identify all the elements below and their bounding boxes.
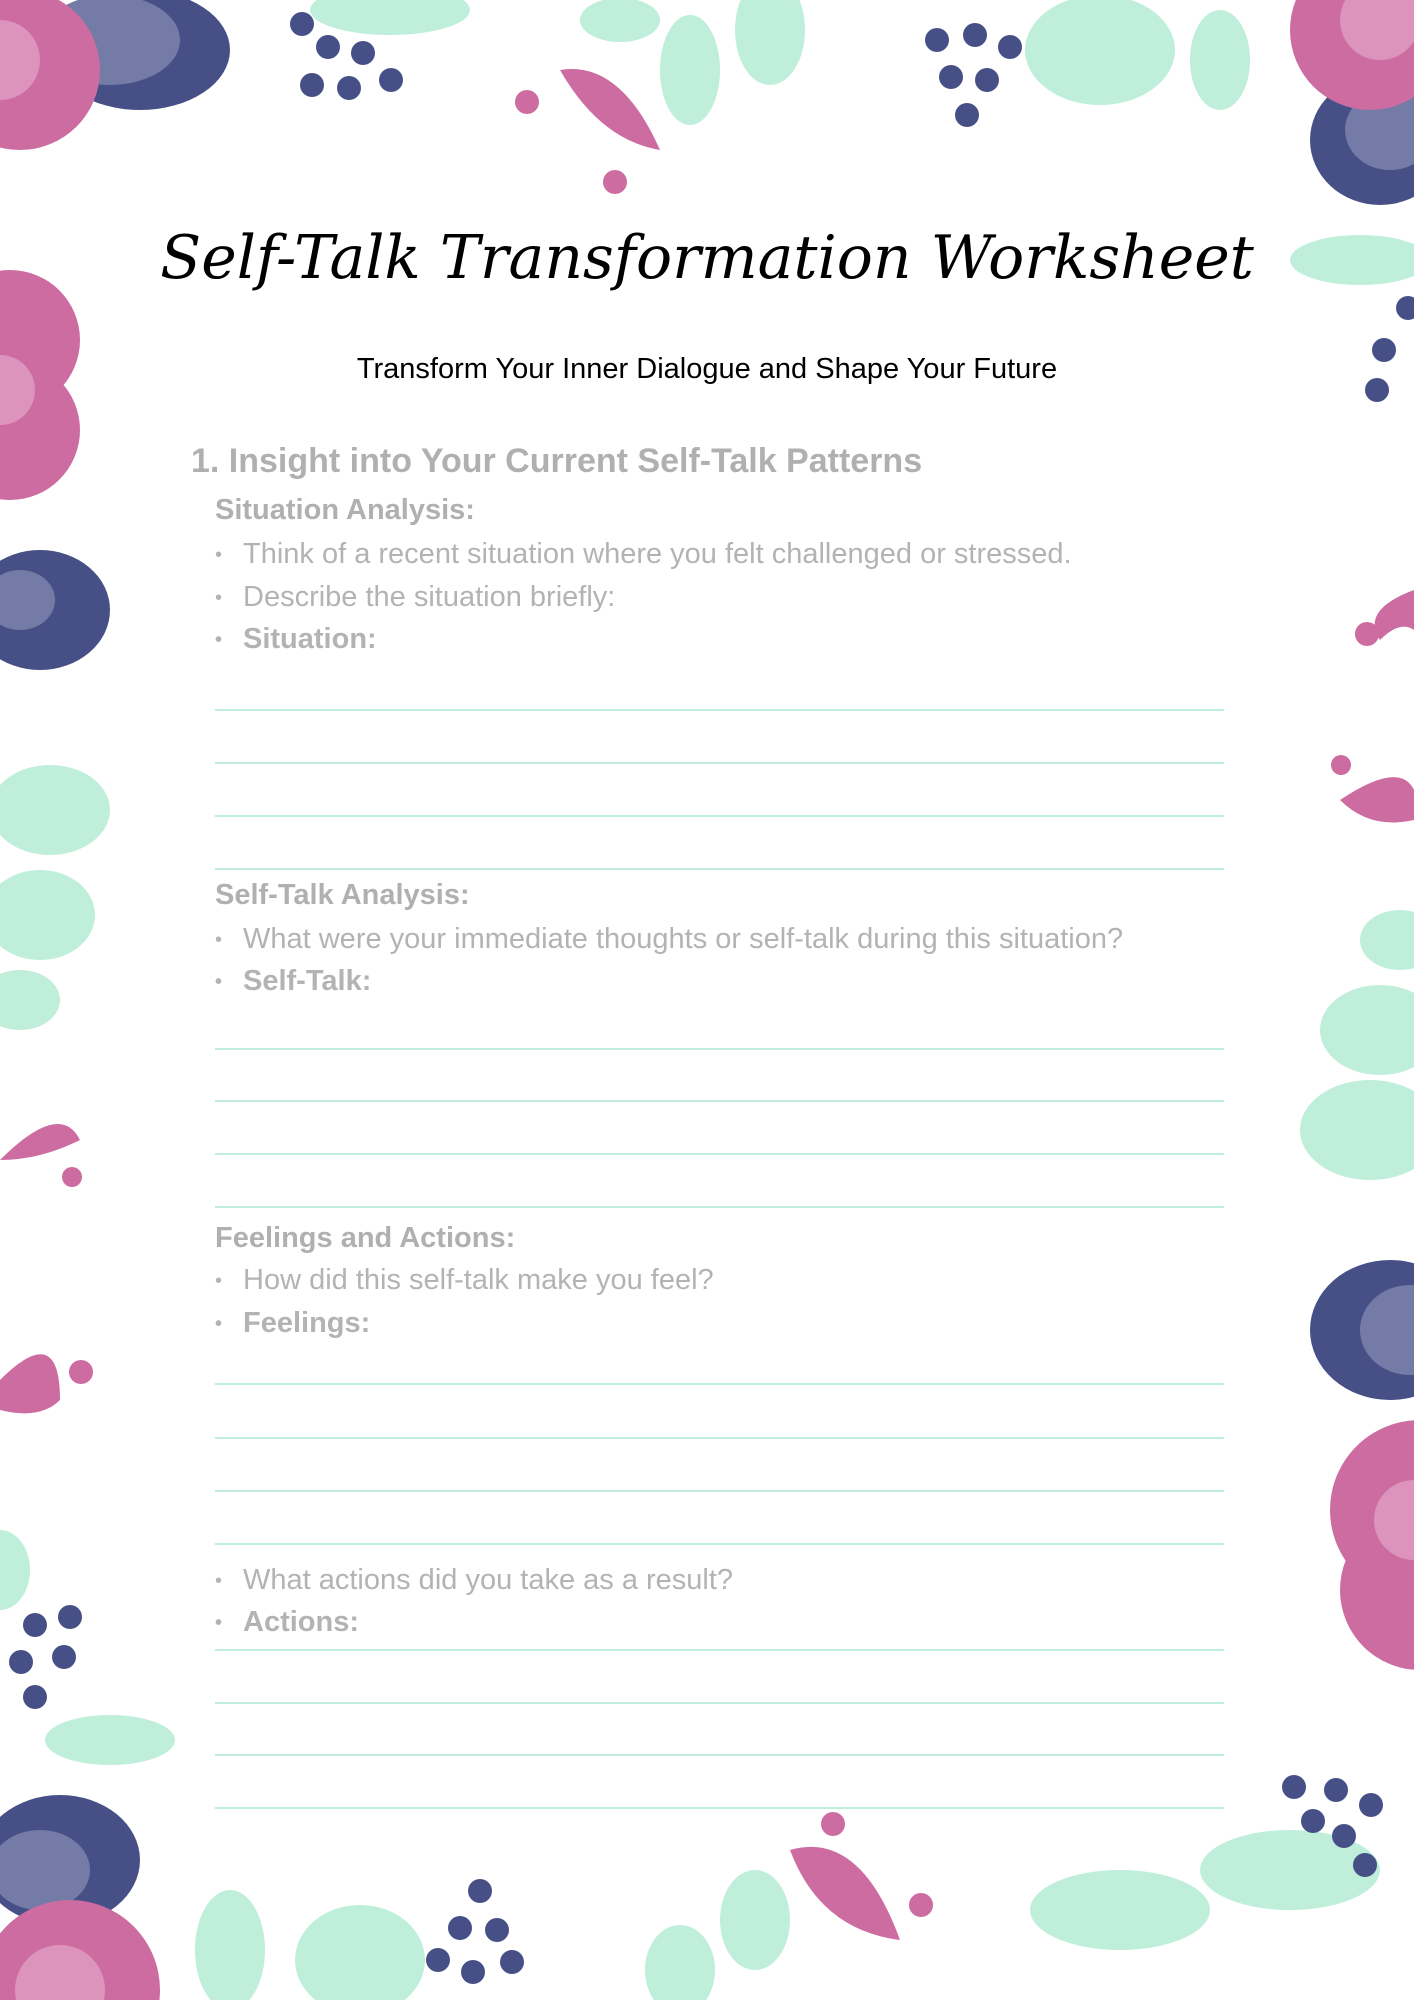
list-item: • How did this self-talk make you feel? [215,1264,714,1297]
self-talk-analysis-heading: Self-Talk Analysis: [215,879,470,911]
feelings-writing-line[interactable] [215,1543,1224,1545]
self-talk-label: • Self-Talk: [215,965,371,998]
list-item: • What were your immediate thoughts or self-talk during this situation? [215,923,1123,956]
situation-label: • Situation: [215,623,377,656]
worksheet-title: Self-Talk Transformation Worksheet [160,223,1254,293]
worksheet-subtitle: Transform Your Inner Dialogue and Shape Your Future [356,353,1058,385]
self-talk-writing-line[interactable] [215,1153,1224,1155]
situation-writing-line[interactable] [215,762,1224,764]
situation-analysis-heading: Situation Analysis: [215,494,475,526]
self-talk-writing-line[interactable] [215,1048,1224,1050]
feelings-writing-line[interactable] [215,1437,1224,1439]
list-item: • What actions did you take as a result? [215,1564,733,1597]
list-item: • Describe the situation briefly: [215,581,615,614]
self-talk-writing-line[interactable] [215,1100,1224,1102]
situation-writing-line[interactable] [215,815,1224,817]
situation-writing-line[interactable] [215,868,1224,870]
actions-writing-line[interactable] [215,1807,1224,1809]
section-heading: 1. Insight into Your Current Self-Talk Patterns [191,442,923,480]
actions-writing-line[interactable] [215,1754,1224,1756]
feelings-writing-line[interactable] [215,1490,1224,1492]
self-talk-writing-line[interactable] [215,1206,1224,1208]
feelings-actions-heading: Feelings and Actions: [215,1222,516,1254]
situation-writing-line[interactable] [215,709,1224,711]
actions-writing-line[interactable] [215,1702,1224,1704]
actions-writing-line[interactable] [215,1649,1224,1651]
list-item: • Think of a recent situation where you felt challenged or stressed. [215,538,1072,571]
actions-label: • Actions: [215,1606,359,1639]
feelings-label: • Feelings: [215,1307,370,1340]
feelings-writing-line[interactable] [215,1383,1224,1385]
